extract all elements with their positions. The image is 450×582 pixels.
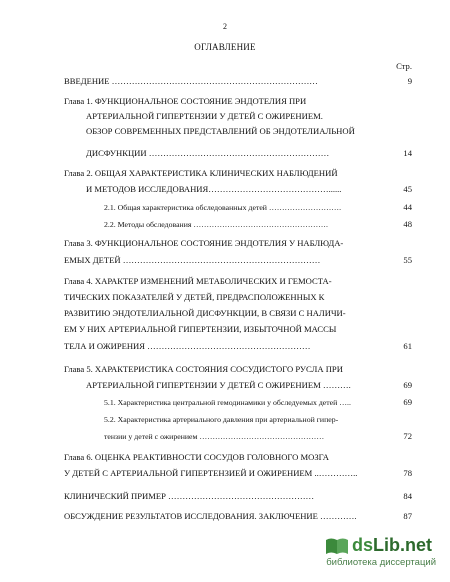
toc-entry-chapter-3[interactable]: Глава 3. ФУНКЦИОНАЛЬНОЕ СОСТОЯНИЕ ЭНДОТЕЛИЯ У НАБЛЮДА- (64, 238, 344, 248)
toc-entry-chapter-6-line: У ДЕТЕЙ С АРТЕРИАЛЬНОЙ ГИПЕРТЕНЗИЕЙ И ОЖИРЕНИЕМ ..………….. (64, 468, 358, 478)
toc-entry-section-5-1[interactable]: 5.1. Характеристика центральной гемодинамики у обследуемых детей ….. (104, 398, 351, 407)
watermark-logo[interactable] (352, 535, 432, 555)
toc-page-number: 87 (403, 511, 412, 521)
toc-page-number: 84 (403, 491, 412, 501)
toc-page-number: 45 (403, 184, 412, 194)
toc-title: ОГЛАВЛЕНИЕ (194, 42, 256, 52)
toc-entry-chapter-5-line: АРТЕРИАЛЬНОЙ ГИПЕРТЕНЗИИ У ДЕТЕЙ С ОЖИРЕНИЕМ ………. (86, 380, 351, 390)
toc-entry-clinical-example[interactable]: КЛИНИЧЕСКИЙ ПРИМЕР …………………………………………… (64, 491, 315, 501)
toc-entry-chapter-4-line: ТЕЛА И ОЖИРЕНИЯ ………………………………………………… (64, 341, 311, 351)
toc-entry-chapter-5[interactable]: Глава 5. ХАРАКТЕРИСТИКА СОСТОЯНИЯ СОСУДИСТОГО РУСЛА ПРИ (64, 364, 343, 374)
toc-entry-chapter-1-line: АРТЕРИАЛЬНОЙ ГИПЕРТЕНЗИИ У ДЕТЕЙ С ОЖИРЕНИЕМ. (86, 111, 323, 121)
toc-entry-chapter-1-line: ДИСФУНКЦИИ ……………………………………………………… (86, 148, 330, 158)
page-number: 2 (223, 22, 227, 31)
toc-entry-chapter-1-line: ОБЗОР СОВРЕМЕННЫХ ПРЕДСТАВЛЕНИЙ ОБ ЭНДОТЕЛИАЛЬНОЙ (86, 126, 355, 136)
toc-page-number: 48 (403, 219, 412, 229)
toc-entry-section-5-2-line: тензии у детей с ожирением ………………………………………… (104, 432, 325, 441)
toc-entry-chapter-2[interactable]: Глава 2. ОБЩАЯ ХАРАКТЕРИСТИКА КЛИНИЧЕСКИХ НАБЛЮДЕНИЙ (64, 168, 338, 178)
watermark-logo-suffix: Lib.net (373, 535, 433, 555)
toc-page-number: 9 (407, 76, 412, 86)
toc-entry-section-5-2[interactable]: 5.2. Характеристика артериального давления при артериальной гипер- (104, 415, 339, 424)
toc-entry-chapter-2-line: И МЕТОДОВ ИССЛЕДОВАНИЯ……………………………………...... (86, 184, 342, 194)
toc-entry-chapter-4-line: РАЗВИТИЮ ЭНДОТЕЛИАЛЬНОЙ ДИСФУНКЦИИ, В СВЯЗИ С НАЛИЧИ- (64, 308, 346, 318)
toc-page-number: 72 (403, 431, 412, 441)
toc-entry-chapter-4[interactable]: Глава 4. ХАРАКТЕР ИЗМЕНЕНИЙ МЕТАБОЛИЧЕСКИХ И ГЕМОСТА- (64, 276, 332, 286)
toc-page-number: 44 (403, 202, 412, 212)
toc-entry-chapter-3-line: ЕМЫХ ДЕТЕЙ …………………………………………………………… (64, 255, 321, 265)
watermark-logo-prefix: ds (352, 535, 374, 555)
toc-entry-chapter-1[interactable]: Глава 1. ФУНКЦИОНАЛЬНОЕ СОСТОЯНИЕ ЭНДОТЕЛИЯ ПРИ (64, 96, 307, 106)
toc-page-number: 61 (403, 341, 412, 351)
toc-entry-section-2-1[interactable]: 2.1. Общая характеристика обследованных детей ………………………. (104, 203, 342, 212)
watermark-subtitle: библиотека диссертаций (326, 557, 436, 568)
toc-page-number: 69 (403, 380, 412, 390)
watermark (318, 535, 436, 575)
toc-page-number: 69 (403, 397, 412, 407)
toc-entry-chapter-6[interactable]: Глава 6. ОЦЕНКА РЕАКТИВНОСТИ СОСУДОВ ГОЛОВНОГО МОЗГА (64, 452, 329, 462)
toc-entry-section-2-2[interactable]: 2.2. Методы обследования ……………………………………………. (104, 220, 328, 229)
toc-page-number: 14 (403, 148, 412, 158)
toc-page-number: 55 (403, 255, 412, 265)
toc-entry-chapter-4-line: ЕМ У НИХ АРТЕРИАЛЬНОЙ ГИПЕРТЕНЗИИ, ИЗБЫТОЧНОЙ МАССЫ (64, 324, 337, 334)
toc-page-number: 78 (403, 468, 412, 478)
toc-entry-discussion[interactable]: ОБСУЖДЕНИЕ РЕЗУЛЬТАТОВ ИССЛЕДОВАНИЯ. ЗАКЛЮЧЕНИЕ …………. (64, 511, 357, 521)
toc-entry-introduction[interactable]: ВВЕДЕНИЕ ……………………………………………………………… (64, 76, 318, 86)
toc-entry-chapter-4-line: ТИЧЕСКИХ ПОКАЗАТЕЛЕЙ У ДЕТЕЙ, ПРЕДРАСПОЛОЖЕННЫХ К (64, 292, 325, 302)
page-column-label: Стр. (396, 61, 412, 71)
book-icon (324, 536, 350, 556)
